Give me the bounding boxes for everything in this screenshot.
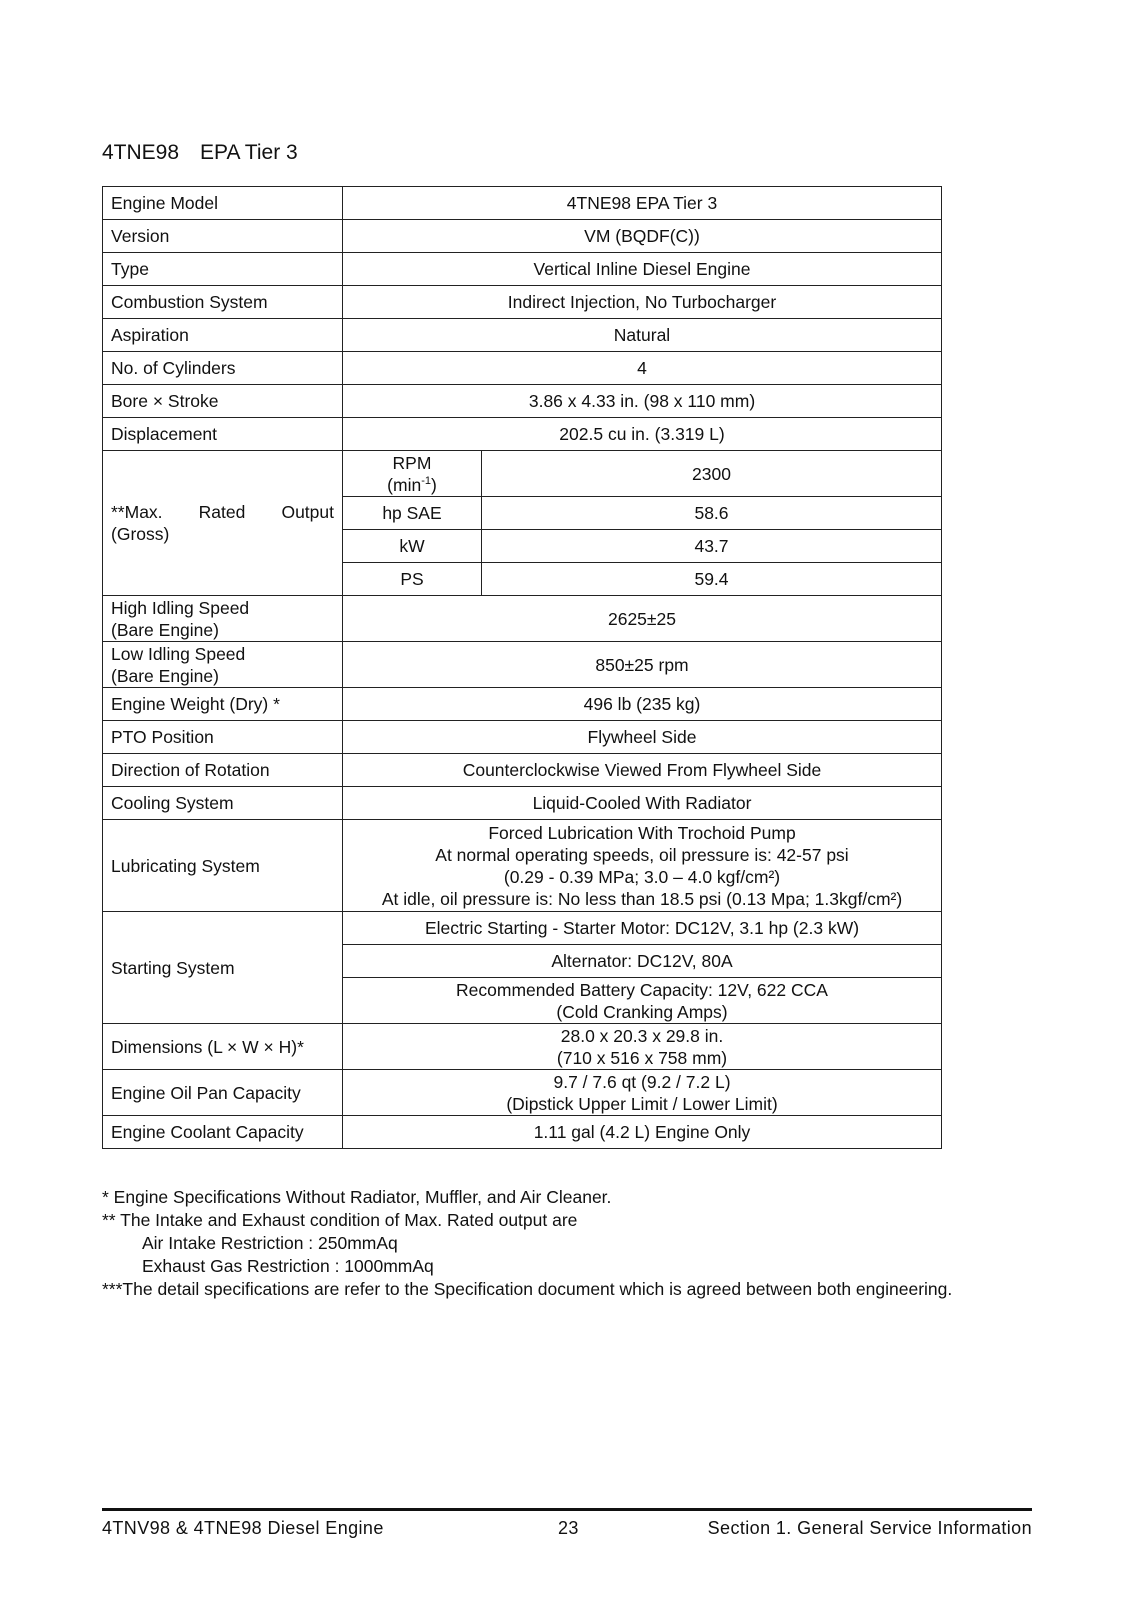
battery-line1: Recommended Battery Capacity: 12V, 622 CCA bbox=[456, 979, 828, 1000]
label-coolant: Engine Coolant Capacity bbox=[103, 1116, 343, 1149]
label-cylinders: No. of Cylinders bbox=[103, 352, 343, 385]
value-displacement: 202.5 cu in. (3.319 L) bbox=[343, 418, 942, 451]
label-bore-stroke: Bore × Stroke bbox=[103, 385, 343, 418]
label-high-idle-line1: High Idling Speed bbox=[111, 597, 250, 618]
table-row bbox=[103, 596, 942, 642]
table-row bbox=[103, 721, 942, 754]
label-hp-sae: hp SAE bbox=[343, 497, 482, 530]
label-max-output-line1 bbox=[111, 501, 334, 523]
rpm-unit-close: ) bbox=[430, 474, 437, 495]
value-alternator: Alternator: DC12V, 80A bbox=[343, 945, 942, 978]
value-cylinders: 4 bbox=[343, 352, 942, 385]
label-high-idle-line2: (Bare Engine) bbox=[111, 619, 219, 640]
label-output-word: Output bbox=[281, 502, 334, 522]
value-aspiration: Natural bbox=[343, 319, 942, 352]
double-asterisk-mark: ** bbox=[111, 502, 125, 522]
label-kw: kW bbox=[343, 530, 482, 563]
footer-document-title: 4TNV98 & 4TNE98 Diesel Engine bbox=[102, 1518, 384, 1538]
footer-page-number: 23 bbox=[558, 1518, 579, 1538]
label-rated-word: Rated bbox=[198, 502, 246, 522]
label-low-idle bbox=[103, 642, 343, 688]
table-row bbox=[103, 253, 942, 286]
value-dimensions bbox=[343, 1024, 942, 1070]
table-row bbox=[103, 912, 942, 945]
footnote-1: * Engine Specifications Without Radiator, Muffler, and Air Cleaner. bbox=[102, 1187, 612, 1207]
footer-divider bbox=[102, 1508, 1032, 1511]
value-engine-model: 4TNE98 EPA Tier 3 bbox=[343, 187, 942, 220]
table-row bbox=[103, 1116, 942, 1149]
value-starter: Electric Starting - Starter Motor: DC12V, 3.1 hp (2.3 kW) bbox=[343, 912, 942, 945]
label-starting: Starting System bbox=[103, 912, 343, 1024]
footnote-2b: Exhaust Gas Restriction : 1000mmAq bbox=[142, 1256, 434, 1276]
footnotes bbox=[102, 1186, 952, 1301]
oil-pan-line1: 9.7 / 7.6 qt (9.2 / 7.2 L) bbox=[553, 1071, 731, 1092]
value-cooling: Liquid-Cooled With Radiator bbox=[343, 787, 942, 820]
lubrication-line2: At normal operating speeds, oil pressure is: 42-57 psi bbox=[435, 844, 849, 865]
battery-line2: (Cold Cranking Amps) bbox=[556, 1001, 728, 1022]
value-lubricating bbox=[343, 820, 942, 912]
table-row bbox=[103, 451, 942, 497]
label-displacement: Displacement bbox=[103, 418, 343, 451]
label-engine-weight bbox=[103, 688, 343, 721]
table-row bbox=[103, 820, 942, 912]
table-row bbox=[103, 352, 942, 385]
lubrication-line4: At idle, oil pressure is: No less than 18.5 psi (0.13 Mpa; 1.3kgf/cm²) bbox=[381, 888, 903, 909]
table-row bbox=[103, 787, 942, 820]
value-low-idle: 850±25 rpm bbox=[343, 642, 942, 688]
label-pto: PTO Position bbox=[103, 721, 343, 754]
table-row bbox=[103, 187, 942, 220]
table-row bbox=[103, 385, 942, 418]
value-bore-stroke: 3.86 x 4.33 in. (98 x 110 mm) bbox=[343, 385, 942, 418]
value-rotation: Counterclockwise Viewed From Flywheel Side bbox=[343, 754, 942, 787]
table-row bbox=[103, 286, 942, 319]
label-max-word: Max. bbox=[124, 502, 163, 522]
spec-table bbox=[102, 186, 942, 1149]
value-hp-sae: 58.6 bbox=[482, 497, 942, 530]
table-row bbox=[103, 220, 942, 253]
label-low-idle-line2: (Bare Engine) bbox=[111, 665, 219, 686]
value-type: Vertical Inline Diesel Engine bbox=[343, 253, 942, 286]
rpm-unit-exponent: -1 bbox=[421, 474, 431, 487]
label-type: Type bbox=[103, 253, 343, 286]
table-row bbox=[103, 642, 942, 688]
value-engine-weight: 496 lb (235 kg) bbox=[343, 688, 942, 721]
label-engine-weight-text: Engine Weight (Dry) bbox=[111, 694, 274, 714]
label-combustion: Combustion System bbox=[103, 286, 343, 319]
dimensions-line2: (710 x 516 x 758 mm) bbox=[556, 1047, 728, 1068]
table-row bbox=[103, 319, 942, 352]
value-combustion: Indirect Injection, No Turbocharger bbox=[343, 286, 942, 319]
footer-section-title: Section 1. General Service Information bbox=[707, 1518, 1032, 1538]
value-coolant: 1.11 gal (4.2 L) Engine Only bbox=[343, 1116, 942, 1149]
dimensions-line1: 28.0 x 20.3 x 29.8 in. bbox=[560, 1025, 724, 1046]
asterisk-mark: * bbox=[273, 694, 280, 714]
value-high-idle: 2625±25 bbox=[343, 596, 942, 642]
value-oil-pan bbox=[343, 1070, 942, 1116]
label-lubricating: Lubricating System bbox=[103, 820, 343, 912]
value-version: VM (BQDF(C)) bbox=[343, 220, 942, 253]
label-low-idle-line1: Low Idling Speed bbox=[111, 643, 246, 664]
value-kw: 43.7 bbox=[482, 530, 942, 563]
rpm-unit-base: (min bbox=[387, 474, 422, 495]
lubrication-line3: (0.29 - 0.39 MPa; 3.0 – 4.0 kgf/cm²) bbox=[503, 866, 781, 887]
table-row bbox=[103, 754, 942, 787]
label-engine-model: Engine Model bbox=[103, 187, 343, 220]
label-max-rated-output bbox=[103, 451, 343, 596]
label-rotation: Direction of Rotation bbox=[103, 754, 343, 787]
page-title: 4TNE98 EPA Tier 3 bbox=[102, 141, 298, 164]
label-aspiration: Aspiration bbox=[103, 319, 343, 352]
table-row bbox=[103, 418, 942, 451]
label-rpm: RPM bbox=[392, 452, 432, 473]
value-ps: 59.4 bbox=[482, 563, 942, 596]
label-oil-pan: Engine Oil Pan Capacity bbox=[103, 1070, 343, 1116]
footnote-2: ** The Intake and Exhaust condition of Max. Rated output are bbox=[102, 1210, 578, 1230]
value-pto: Flywheel Side bbox=[343, 721, 942, 754]
table-row bbox=[103, 1070, 942, 1116]
oil-pan-line2: (Dipstick Upper Limit / Lower Limit) bbox=[506, 1093, 778, 1114]
lubrication-line1: Forced Lubrication With Trochoid Pump bbox=[488, 822, 796, 843]
label-rpm-unit bbox=[351, 474, 473, 496]
footnote-3: ***The detail specifications are refer to the Specification document which is agreed between both engineering. bbox=[102, 1279, 953, 1299]
label-cooling: Cooling System bbox=[103, 787, 343, 820]
label-high-idle bbox=[103, 596, 343, 642]
value-battery bbox=[343, 978, 942, 1024]
label-version: Version bbox=[103, 220, 343, 253]
footnote-2a: Air Intake Restriction : 250mmAq bbox=[142, 1233, 398, 1253]
label-dimensions: Dimensions (L × W × H)* bbox=[103, 1024, 343, 1070]
table-row bbox=[103, 1024, 942, 1070]
label-ps: PS bbox=[343, 563, 482, 596]
label-gross: (Gross) bbox=[111, 524, 170, 544]
table-row bbox=[103, 688, 942, 721]
value-rpm: 2300 bbox=[482, 451, 942, 497]
label-rpm-cell bbox=[343, 451, 482, 497]
